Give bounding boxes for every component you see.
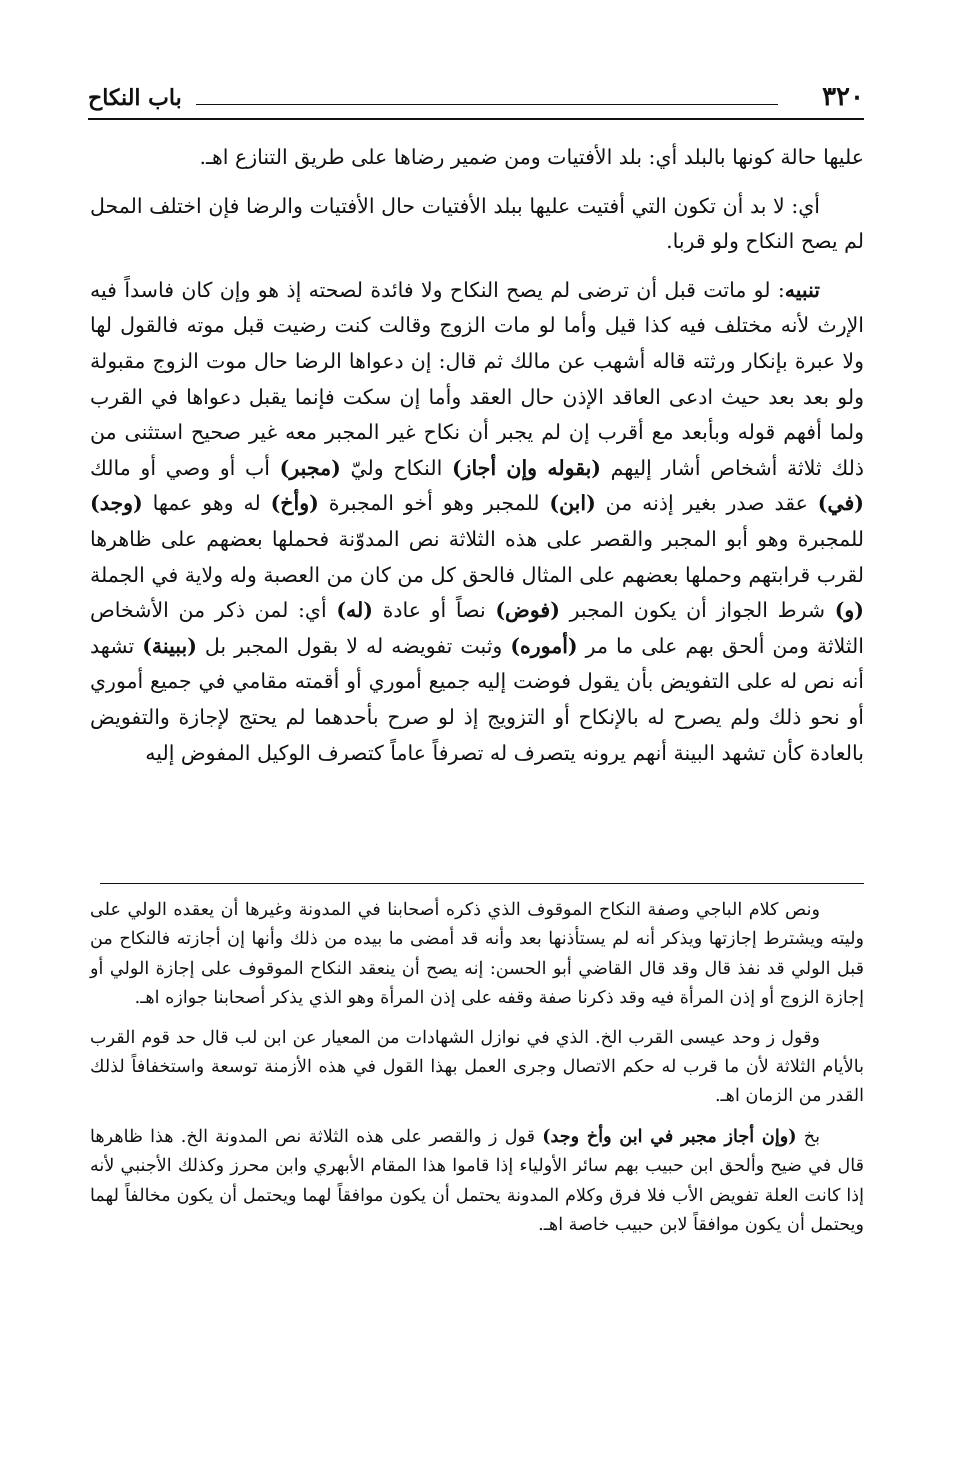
text-run: شرط الجواز أن يكون المجبر (559, 598, 835, 623)
matn-quote: (في) (817, 491, 864, 516)
footnote-paragraph-3 (90, 1122, 864, 1241)
running-title: باب النكاح (88, 85, 182, 111)
text-run: النكاح وليّ (340, 455, 452, 480)
main-paragraph-2: أي: لا بد أن تكون التي أفتيت عليها ببلد الأفتيات حال الأفتيات والرضا فإن اختلف المحل لم يصح النكاح ولو قربا. (90, 193, 864, 254)
main-paragraph-3 (90, 273, 864, 771)
footnote-paragraph-2: وقول ز وحد عيسى القرب الخ. الذي في نوازل الشهادات من المعيار عن ابن لب قال حد قوم القرب بالأيام الثلاثة لأن ما قرب له حكم الاتصال وجرى العمل بهذا القول في هذه الأزمنة توسعة واستخفافاً لذلك القدر من الزمان اهـ. (90, 1027, 864, 1107)
text-run: أب أو وصي أو مالك (90, 455, 280, 480)
matn-quote: (فوض) (495, 598, 560, 623)
matn-quote: (أموره) (510, 633, 578, 658)
text-run: تشهد أنه نص له على التفويض بأن يقول فوضت إليه جميع أموري أو أقمته مقامي في جميع أموري أو نحو ذلك ولم يصرح له بالإنكاح أو التزويج إذ لو صرح بأحدهما لم يحتج لإجازة والتفويض بالعادة كأن تشهد البينة أنهم يرونه يتصرف له تصرفاً عاماً كتصرف الوكيل المفوض إليه (90, 633, 864, 765)
matn-quote: (و) (834, 598, 864, 623)
matn-quote: (وجد) (90, 491, 143, 516)
text-run: : لو ماتت قبل أن ترضى لم يصح النكاح ولا فائدة لصحته إذ هو وإن كان فاسداً فيه الإرث لأنه مختلف فيه كذا قيل وأما لو مات الزوج وقالت كنت رضيت قبل موته فالقول لها ولا عبرة بإنكار ورثته قاله أشهب عن مالك ثم قال: إن دعواها الرضا حال موت الزوج مقبولة ولو بعد بعد حيث ادعى العاقد الإذن حال العقد وأما إن سكت فإنما يقبل دعواها في القرب ولما أفهم قوله وبأبعد مع أقرب إن لم يجبر أن نكاح غير المجبر معه غير صحيح استثنى من ذلك ثلاثة أشخاص أشار إليهم (90, 277, 864, 480)
footnote-paragraph-1: ونص كلام الباجي وصفة النكاح الموقوف الذي ذكره أصحابنا في المدونة وغيرها أن يعقده الولي على وليته ويشترط إجازتها ويذكر أنه لم يستأذنها بعد وأنه قد أمضى ما بيده من ذلك وأنها إن أجازته فالنكاح من قبل الولي قد نفذ قال وقد قال القاضي أبو الحسن: إنه يصح أن ينعقد النكاح الموقوف على إجازة الولي أو إجازة الزوج أو إذن المرأة فيه وقد ذكرنا صفة وقفه على إذن المرأة وهو الذي يذكر أصحابنا جوازه اهـ. (90, 900, 864, 1009)
footnotes (90, 896, 864, 1250)
matn-quote: (له) (336, 598, 373, 623)
main-text (90, 140, 864, 784)
matn-quote: (ابن) (549, 491, 596, 516)
header-divider (196, 104, 778, 105)
matn-quote: (بقوله وإن أجاز) (451, 455, 601, 480)
matn-quote: (مجبر) (279, 455, 341, 480)
page-number: ٣٢٠ (822, 82, 864, 112)
main-paragraph-1: عليها حالة كونها بالبلد أي: بلد الأفتيات ومن ضمير رضاها على طريق التنازع اهـ. (199, 145, 864, 169)
matn-quote: (ببينة) (142, 633, 197, 658)
text-run: قول ز والقصر على هذه الثلاثة نص المدونة الخ. هذا ظاهرها قال في ضيح وألحق ابن حبيب بهم سائر الأولياء إذا قاموا هذا المقام الأبهري وابن محرز وكذلك الأجنبي لأنه إذا كانت العلة تفويض الأب فلا فرق وكلام المدونة يحتمل أن يكون موافقاً لهما ويحتمل أن يكون مخالفاً لهما ويحتمل أن يكون موافقاً لابن حبيب خاصة اهـ. (90, 1126, 864, 1236)
note-heading: تنبيه (784, 277, 820, 302)
matn-quote: (وإن أجاز مجبر في ابن وأخ وجد) (542, 1125, 797, 1147)
text-run: بخ (796, 1126, 820, 1147)
matn-quote: (وأخ) (270, 491, 319, 516)
page-header (88, 82, 864, 122)
text-run: عقد صدر بغير إذنه من (595, 491, 818, 516)
text-run: للمجبر وهو أخو المجبرة (318, 491, 550, 516)
text-run: للمجبرة وهو أبو المجبر والقصر على هذه الثلاثة نص المدوّنة فحملها بعضهم على ظاهرها لقرب قرابتهم وحملها بعضهم على المثال فالحق كل من كان من العصبة وله ولاية في الجملة (90, 526, 864, 587)
text-run: له وهو عمها (142, 491, 271, 516)
text-run: أي: لمن ذكر من الأشخاص الثلاثة ومن ألحق بهم على ما مر (90, 598, 864, 658)
header-bottom-rule (88, 118, 864, 120)
text-run: نصاً أو عادة (372, 598, 496, 623)
text-run: وثبت تفويضه له لا بقول المجبر بل (196, 633, 511, 658)
footnote-separator (100, 883, 864, 884)
